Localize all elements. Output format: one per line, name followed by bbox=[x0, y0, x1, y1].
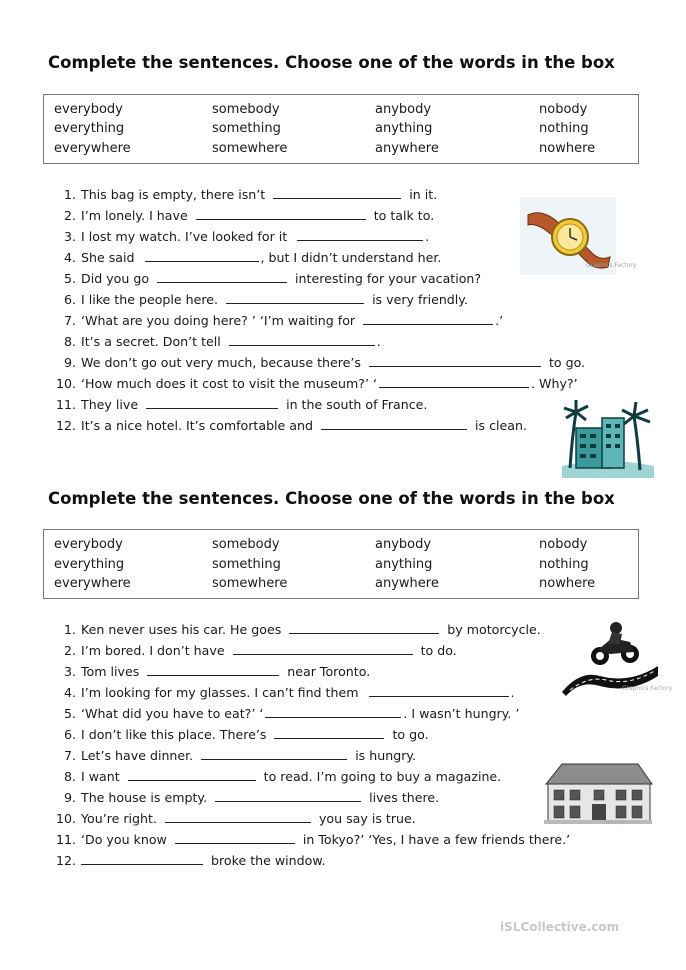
exercise-sentence bbox=[56, 642, 457, 660]
word-box-word: everybody bbox=[54, 102, 123, 117]
answer-blank[interactable] bbox=[229, 333, 375, 346]
word-box-word: anybody bbox=[375, 537, 432, 552]
sentence-text: . I wasn’t hungry. ’ bbox=[403, 706, 520, 721]
answer-blank[interactable] bbox=[363, 312, 493, 325]
exercise-sentence bbox=[56, 291, 468, 309]
word-box-word: anything bbox=[375, 557, 433, 572]
sentence-text: I’m lonely. I have bbox=[81, 208, 188, 223]
sentence-text: I like the people here. bbox=[81, 292, 219, 307]
sentence-number: 11. bbox=[56, 832, 77, 847]
exercise-sentence bbox=[56, 354, 585, 372]
word-box-word: somebody bbox=[212, 102, 280, 117]
exercise-sentence bbox=[56, 186, 437, 204]
sentence-text: Tom lives bbox=[81, 664, 140, 679]
sentence-text: to read. I’m going to buy a magazine. bbox=[263, 769, 502, 784]
answer-blank[interactable] bbox=[147, 663, 279, 676]
answer-blank[interactable] bbox=[369, 354, 541, 367]
word-box-word: nobody bbox=[539, 102, 588, 117]
sentence-text: ‘Do you know bbox=[81, 832, 167, 847]
answer-blank[interactable] bbox=[128, 768, 256, 781]
word-box-word: everywhere bbox=[54, 576, 131, 591]
sentence-number: 9. bbox=[63, 355, 76, 370]
answer-blank[interactable] bbox=[369, 684, 509, 697]
exercise-sentence bbox=[56, 705, 519, 723]
sentence-number: 6. bbox=[63, 292, 76, 307]
exercise-sentence bbox=[56, 396, 427, 414]
sentence-text: It’s a secret. Don’t tell bbox=[81, 334, 221, 349]
answer-blank[interactable] bbox=[289, 621, 439, 634]
sentence-number: 4. bbox=[63, 685, 76, 700]
sentence-text: You’re right. bbox=[81, 811, 157, 826]
word-box-word: anywhere bbox=[375, 141, 439, 156]
exercise-sentence bbox=[56, 228, 429, 246]
word-box-word: nothing bbox=[539, 557, 589, 572]
sentence-text: to talk to. bbox=[373, 208, 435, 223]
sentence-text: in it. bbox=[409, 187, 438, 202]
sentence-number: 1. bbox=[63, 187, 76, 202]
word-box-word: somebody bbox=[212, 537, 280, 552]
sentence-number: 7. bbox=[63, 313, 76, 328]
answer-blank[interactable] bbox=[321, 417, 467, 430]
sentence-text: They live bbox=[81, 397, 139, 412]
answer-blank[interactable] bbox=[175, 831, 295, 844]
site-watermark: iSLCollective.com bbox=[500, 920, 620, 934]
sentence-text: It’s a nice hotel. It’s comfortable and bbox=[81, 418, 314, 433]
word-box-word: anywhere bbox=[375, 576, 439, 591]
exercise-sentence bbox=[56, 789, 439, 807]
exercise-sentence bbox=[56, 747, 416, 765]
word-box-word: nowhere bbox=[539, 576, 596, 591]
hotel-palm-trees-icon bbox=[562, 398, 654, 478]
wristwatch-icon bbox=[520, 197, 637, 275]
sentence-text: . bbox=[376, 334, 381, 349]
sentence-number: 8. bbox=[63, 334, 76, 349]
sentence-text: I’m bored. I don’t have bbox=[81, 643, 225, 658]
word-box-word: anybody bbox=[375, 102, 432, 117]
word-box-word: everybody bbox=[54, 537, 123, 552]
exercise-sentence bbox=[56, 810, 416, 828]
sentence-text: . bbox=[425, 229, 430, 244]
answer-blank[interactable] bbox=[146, 396, 278, 409]
exercise-sentence bbox=[56, 333, 381, 351]
sentence-number: 7. bbox=[63, 748, 76, 763]
sentence-text: I want bbox=[81, 769, 120, 784]
sentence-text: I don’t like this place. There’s bbox=[81, 727, 267, 742]
sentence-text: I lost my watch. I’ve looked for it bbox=[81, 229, 288, 244]
moto-watermark: Graphics Factory bbox=[622, 685, 673, 692]
sentence-text: is clean. bbox=[475, 418, 527, 433]
answer-blank[interactable] bbox=[201, 747, 347, 760]
sentence-number: 6. bbox=[63, 727, 76, 742]
sentence-text: The house is empty. bbox=[81, 790, 208, 805]
word-box-word: anything bbox=[375, 121, 433, 136]
sentence-number: 11. bbox=[56, 397, 77, 412]
sentence-text: you say is true. bbox=[318, 811, 416, 826]
exercise-sentence bbox=[56, 417, 527, 435]
sentence-number: 10. bbox=[56, 376, 77, 391]
exercise-sentence bbox=[56, 270, 481, 288]
answer-blank[interactable] bbox=[273, 186, 401, 199]
sentence-text: Did you go bbox=[81, 271, 150, 286]
sentence-text: ‘What did you have to eat?’ ‘ bbox=[81, 706, 264, 721]
exercise-sentence bbox=[56, 663, 370, 681]
word-box-word: somewhere bbox=[212, 576, 288, 591]
sentence-text: .’ bbox=[495, 313, 504, 328]
exercise-sentence bbox=[56, 249, 441, 267]
sentence-text: is hungry. bbox=[355, 748, 417, 763]
answer-blank[interactable] bbox=[196, 207, 366, 220]
word-box-word: everything bbox=[54, 121, 125, 136]
sentence-number: 5. bbox=[63, 706, 76, 721]
sentence-number: 12. bbox=[56, 418, 77, 433]
sentence-number: 3. bbox=[63, 229, 76, 244]
sentence-number: 2. bbox=[63, 643, 76, 658]
answer-blank[interactable] bbox=[265, 705, 401, 718]
sentence-text: broke the window. bbox=[211, 853, 326, 868]
sentence-text: interesting for your vacation? bbox=[295, 271, 482, 286]
answer-blank[interactable] bbox=[226, 291, 364, 304]
house-icon bbox=[542, 760, 654, 826]
sentence-text: Let’s have dinner. bbox=[81, 748, 194, 763]
answer-blank[interactable] bbox=[215, 789, 361, 802]
section2-title: Complete the sentences. Choose one of the words in the box bbox=[48, 489, 615, 508]
word-box-word: something bbox=[212, 121, 281, 136]
exercise-sentence bbox=[56, 621, 541, 639]
exercise-sentence bbox=[56, 831, 570, 849]
section1-title: Complete the sentences. Choose one of the words in the box bbox=[48, 53, 615, 72]
sentence-text: in the south of France. bbox=[286, 397, 428, 412]
sentence-number: 5. bbox=[63, 271, 76, 286]
word-box-word: somewhere bbox=[212, 141, 288, 156]
sentence-text: We don’t go out very much, because there’s bbox=[81, 355, 361, 370]
sentence-text: lives there. bbox=[369, 790, 440, 805]
exercise-sentence bbox=[56, 726, 429, 744]
house-watermark: ArtClipart.com bbox=[604, 820, 641, 826]
sentence-number: 9. bbox=[63, 790, 76, 805]
sentence-number: 3. bbox=[63, 664, 76, 679]
sentence-text: to go. bbox=[392, 727, 429, 742]
answer-blank[interactable] bbox=[274, 726, 384, 739]
sentence-text: ‘What are you doing here? ’ ‘I’m waiting for bbox=[81, 313, 356, 328]
answer-blank[interactable] bbox=[233, 642, 413, 655]
answer-blank[interactable] bbox=[157, 270, 287, 283]
sentence-number: 1. bbox=[63, 622, 76, 637]
sentence-text: . bbox=[510, 685, 515, 700]
sentence-text: I’m looking for my glasses. I can’t find them bbox=[81, 685, 359, 700]
sentence-number: 10. bbox=[56, 811, 77, 826]
word-box-word: nowhere bbox=[539, 141, 596, 156]
sentence-text: in Tokyo?’ ‘Yes, I have a few friends there.’ bbox=[302, 832, 571, 847]
sentence-number: 4. bbox=[63, 250, 76, 265]
word-box-word: nobody bbox=[539, 537, 588, 552]
sentence-text: This bag is empty, there isn’t bbox=[81, 187, 266, 202]
exercise-sentence bbox=[56, 207, 434, 225]
word-box-word: everywhere bbox=[54, 141, 131, 156]
sentence-text: She said bbox=[81, 250, 135, 265]
exercise-sentence bbox=[56, 375, 578, 393]
motorcycle-icon bbox=[560, 620, 673, 698]
exercise-sentence bbox=[56, 312, 503, 330]
sentence-text: to do. bbox=[420, 643, 457, 658]
answer-blank[interactable] bbox=[81, 852, 203, 865]
watch-watermark: Graphics Factory bbox=[586, 262, 637, 269]
sentence-text: Ken never uses his car. He goes bbox=[81, 622, 282, 637]
sentence-text: by motorcycle. bbox=[447, 622, 541, 637]
exercise-sentence bbox=[56, 852, 326, 870]
sentence-text: ‘How much does it cost to visit the museum?’ ‘ bbox=[81, 376, 377, 391]
sentence-text: . Why?’ bbox=[531, 376, 578, 391]
sentence-number: 12. bbox=[56, 853, 77, 868]
word-box-word: something bbox=[212, 557, 281, 572]
section2-word-box bbox=[43, 529, 639, 599]
sentence-number: 8. bbox=[63, 769, 76, 784]
answer-blank[interactable] bbox=[165, 810, 311, 823]
sentence-text: to go. bbox=[548, 355, 586, 370]
sentence-text: is very friendly. bbox=[372, 292, 468, 307]
word-box-word: everything bbox=[54, 557, 125, 572]
sentence-text: near Toronto. bbox=[287, 664, 371, 679]
sentence-text: , but I didn’t understand her. bbox=[260, 250, 442, 265]
answer-blank[interactable] bbox=[297, 228, 423, 241]
sentence-number: 2. bbox=[63, 208, 76, 223]
word-box-word: nothing bbox=[539, 121, 589, 136]
answer-blank[interactable] bbox=[379, 375, 529, 388]
exercise-sentence bbox=[56, 684, 515, 702]
exercise-sentence bbox=[56, 768, 501, 786]
section1-word-box bbox=[43, 94, 639, 164]
answer-blank[interactable] bbox=[145, 249, 259, 262]
